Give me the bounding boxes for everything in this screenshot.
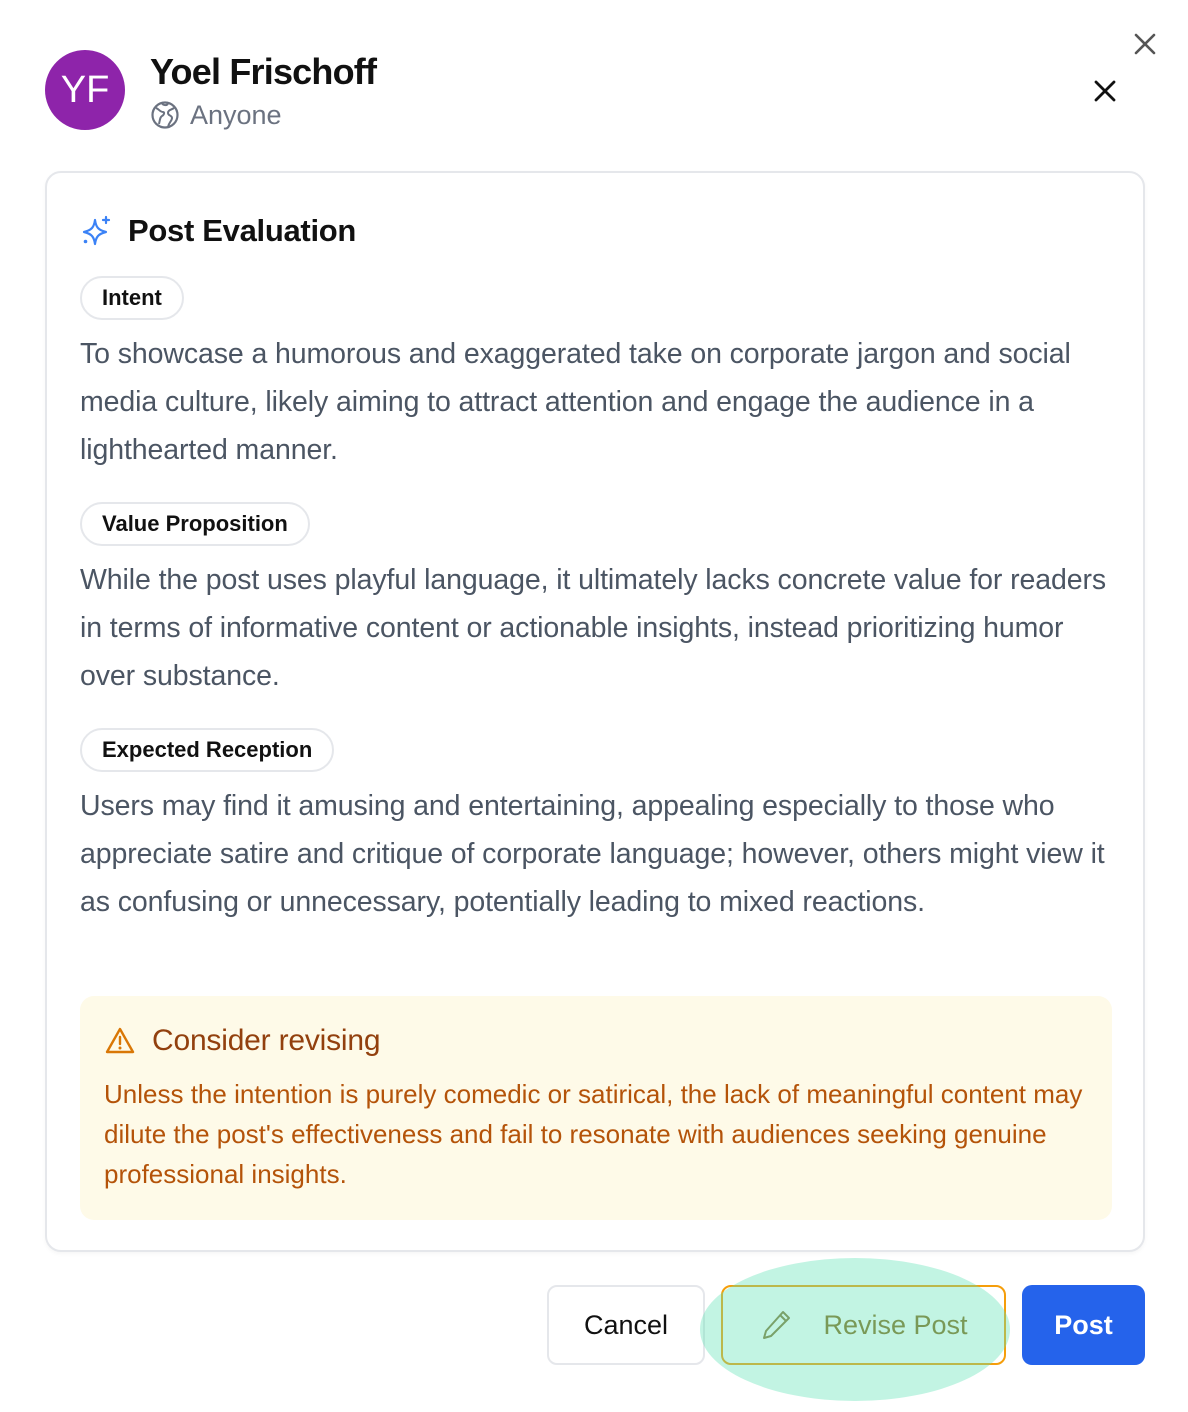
post-button[interactable] bbox=[1022, 1285, 1145, 1365]
visibility-label: Anyone bbox=[190, 100, 282, 130]
alert-title: Consider revising bbox=[152, 1024, 381, 1057]
cancel-label: Cancel bbox=[583, 1309, 669, 1340]
sparkles-icon bbox=[80, 214, 114, 248]
avatar-initials: YF bbox=[60, 68, 110, 111]
user-name: Yoel Frischoff bbox=[150, 51, 377, 92]
user-block bbox=[150, 50, 376, 130]
section-text: To showcase a humorous and exaggerated take on corporate jargon and social media culture, likely aiming to attract attention and engage the audience in a lighthearted manner. bbox=[80, 338, 1071, 466]
revise-post-button[interactable] bbox=[721, 1285, 1006, 1365]
pencil-icon bbox=[759, 1308, 793, 1342]
consider-revising-alert bbox=[80, 996, 1112, 1220]
revise-label: Revise Post bbox=[823, 1309, 968, 1340]
card-title-text: Post Evaluation bbox=[128, 213, 357, 248]
cancel-button[interactable] bbox=[547, 1285, 705, 1365]
post-author-header bbox=[45, 50, 376, 130]
alert-text: Unless the intention is purely comedic or satirical, the lack of meaningful content may dilute the post's effectiveness and fail to resonate with audiences seeking genuine professional insights. bbox=[104, 1079, 1083, 1189]
section-label: Expected Reception bbox=[80, 728, 334, 772]
alert-header bbox=[104, 1024, 380, 1058]
section-value-proposition bbox=[80, 502, 1120, 700]
section-expected-reception bbox=[80, 728, 1120, 926]
card-title bbox=[80, 213, 356, 249]
post-evaluation-card bbox=[45, 171, 1145, 1252]
globe-icon bbox=[150, 100, 180, 130]
section-intent bbox=[80, 276, 1120, 474]
close-icon bbox=[1090, 76, 1120, 106]
warning-triangle-icon bbox=[104, 1025, 136, 1057]
visibility-selector[interactable] bbox=[150, 100, 376, 130]
post-label: Post bbox=[1054, 1309, 1113, 1340]
close-icon bbox=[1131, 30, 1159, 58]
section-text: While the post uses playful language, it ultimately lacks concrete value for readers in terms of informative content or actionable insights, instead prioritizing humor over substance. bbox=[80, 564, 1107, 692]
section-text: Users may find it amusing and entertaining, appealing especially to those who appreciate satire and critique of corporate language; however, others might view it as confusing or unnecessary, potentially leading to mixed reactions. bbox=[80, 790, 1105, 918]
close-button[interactable] bbox=[1090, 76, 1120, 106]
section-label: Intent bbox=[80, 276, 184, 320]
section-label: Value Proposition bbox=[80, 502, 310, 546]
close-dialog-button[interactable] bbox=[1131, 30, 1159, 58]
avatar bbox=[45, 50, 125, 130]
